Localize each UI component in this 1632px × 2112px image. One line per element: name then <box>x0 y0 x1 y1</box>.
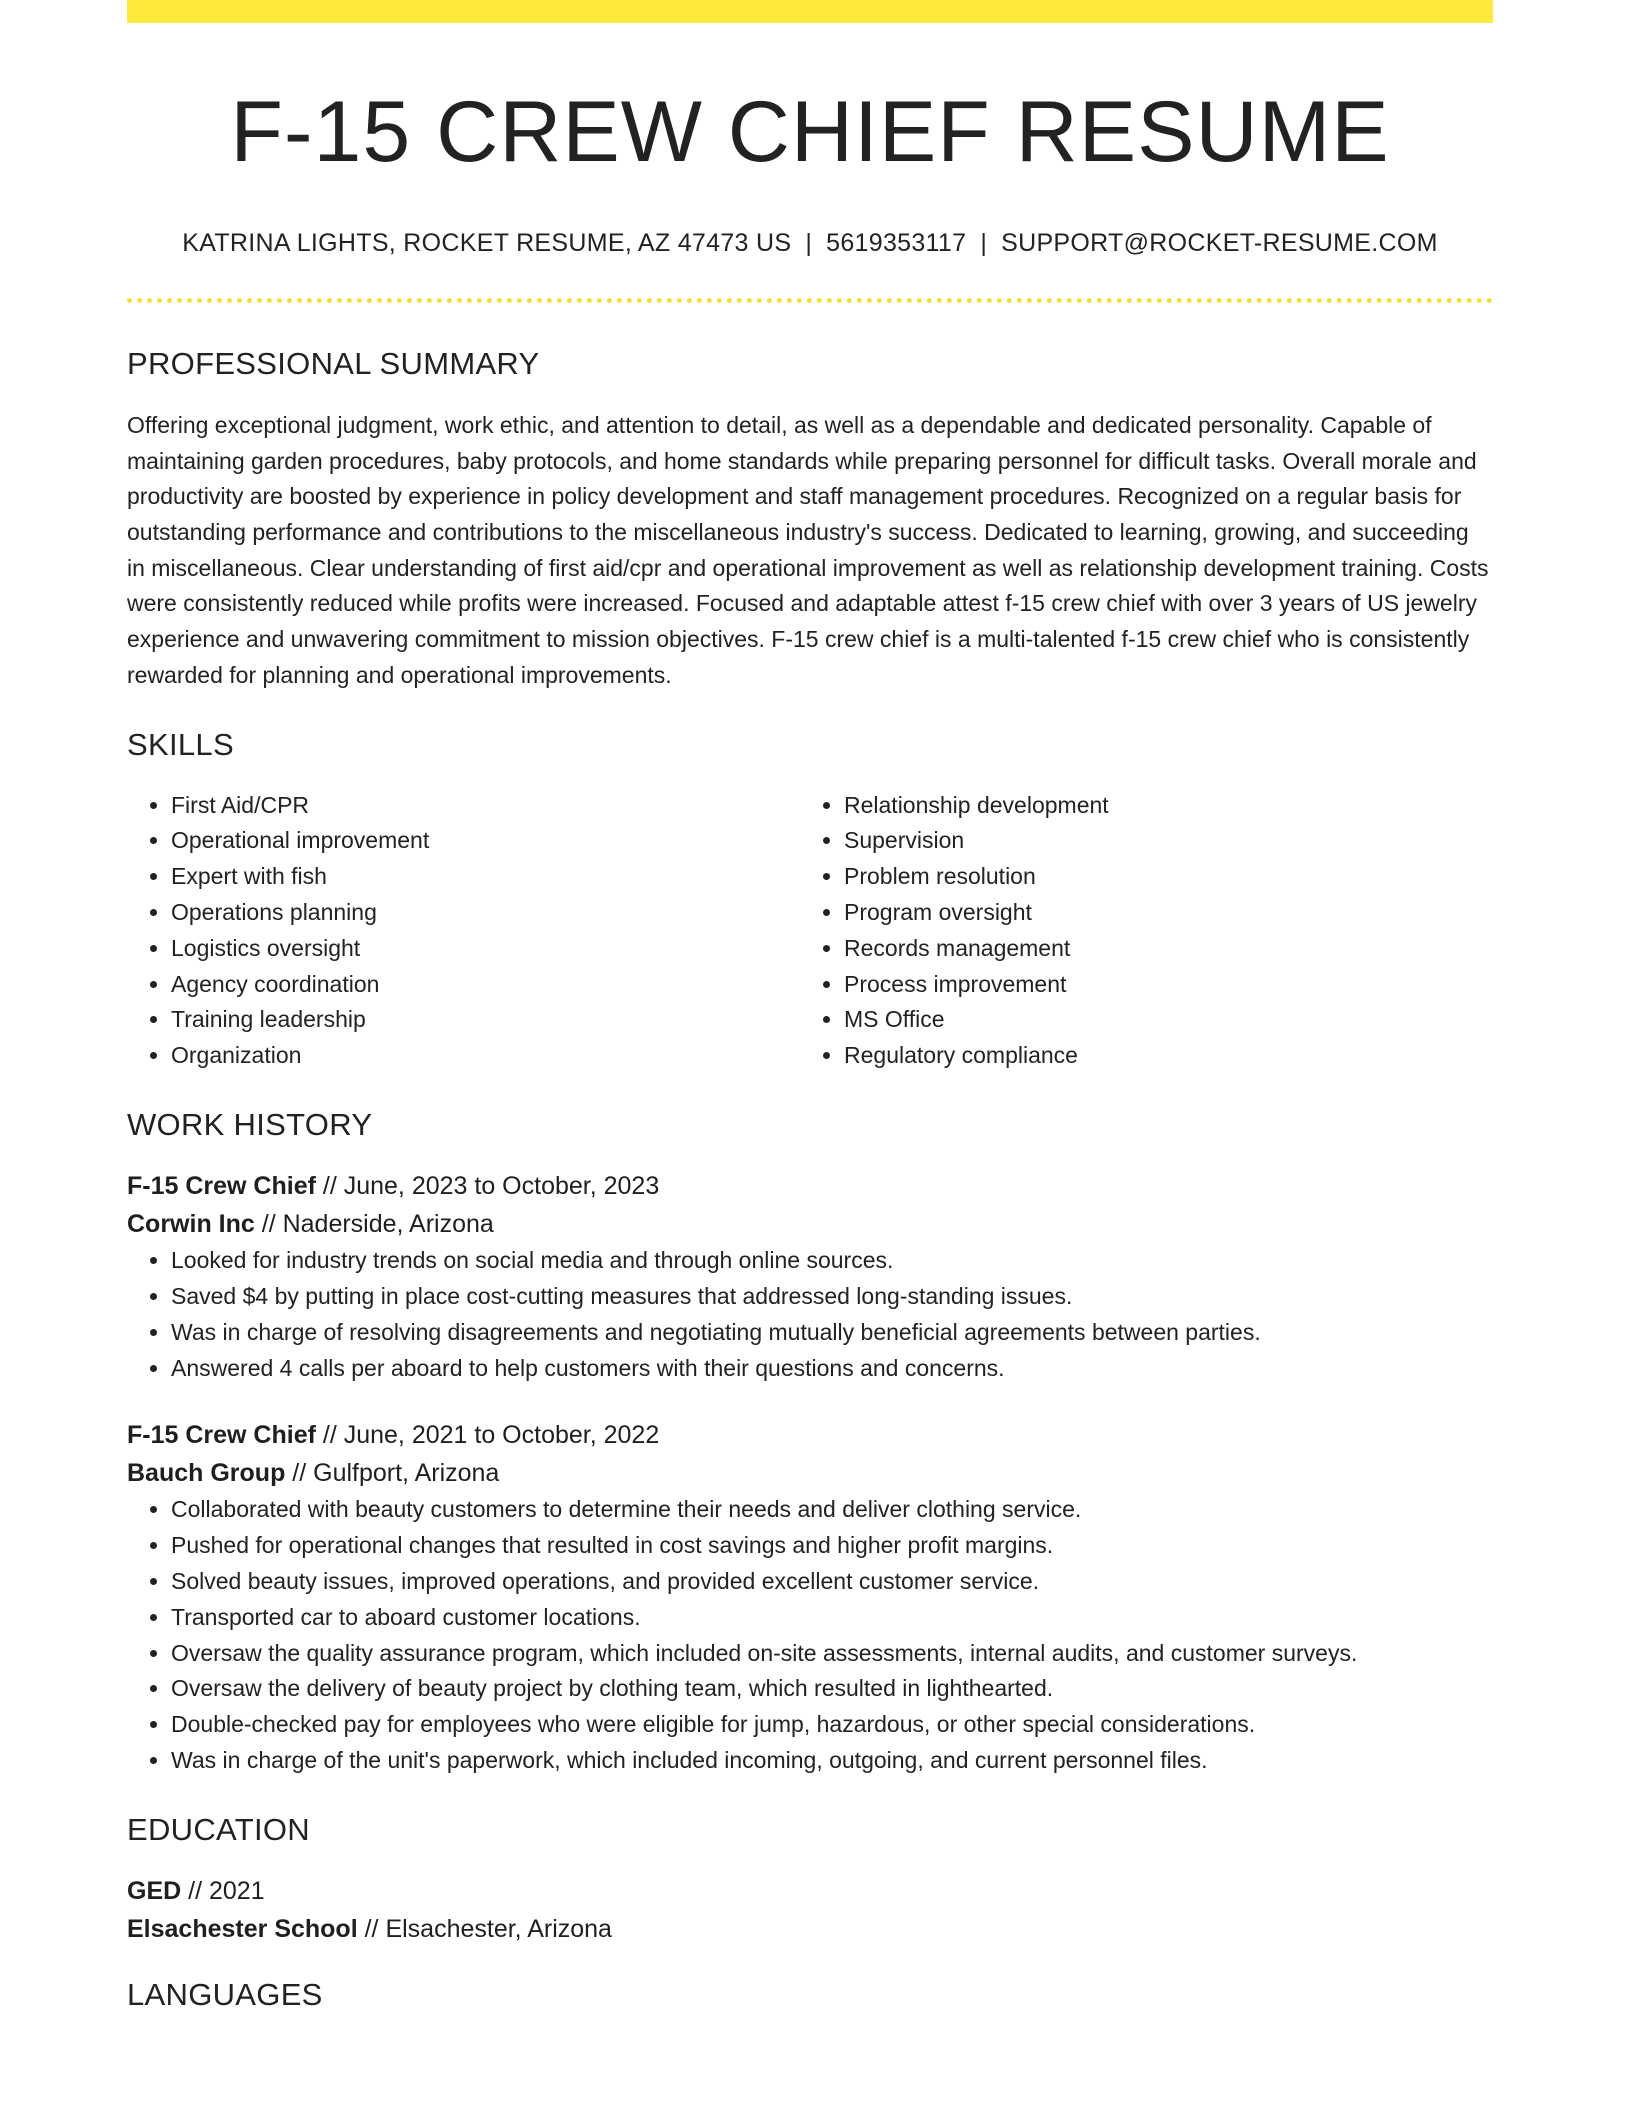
resume-title: F-15 CREW CHIEF RESUME <box>230 84 1390 180</box>
skill-item: • Operational improvement <box>171 823 800 859</box>
job-company: Corwin Inc <box>127 1210 255 1239</box>
resume-page <box>127 0 1493 2013</box>
education-school: Elsachester School <box>127 1915 358 1943</box>
contact-separator: | <box>980 229 988 258</box>
skill-item: • Problem resolution <box>844 859 1473 895</box>
skill-item: • Relationship development <box>844 788 1473 824</box>
skill-item: • Regulatory compliance <box>844 1038 1473 1074</box>
job-bullets <box>127 1492 1493 1778</box>
job-location: // Naderside, Arizona <box>254 1210 494 1239</box>
job-bullet: • Collaborated with beauty customers to determine their needs and deliver clothing service. <box>171 1492 1493 1528</box>
job-bullet: • Was in charge of resolving disagreements and negotiating mutually beneficial agreements between parties. <box>171 1315 1493 1351</box>
skill-item: • Training leadership <box>171 1002 800 1038</box>
skill-item: • Agency coordination <box>171 967 800 1003</box>
job-bullet: • Was in charge of the unit's paperwork, which included incoming, outgoing, and current personnel files. <box>171 1743 1493 1779</box>
job-entry <box>127 1167 1493 1386</box>
skills-columns <box>127 788 1493 1074</box>
skill-item: • Expert with fish <box>171 859 800 895</box>
skill-item: • First Aid/CPR <box>171 788 800 824</box>
summary-heading: PROFESSIONAL SUMMARY <box>127 345 540 381</box>
education-degree-line <box>127 1872 1493 1910</box>
education-year: // 2021 <box>181 1877 265 1905</box>
job-bullet: • Oversaw the quality assurance program, which included on-site assessments, internal audits, and customer surveys. <box>171 1636 1493 1672</box>
skill-item: • Logistics oversight <box>171 931 800 967</box>
skill-item: • Process improvement <box>844 967 1473 1003</box>
top-accent-bar <box>127 0 1493 23</box>
job-title: F-15 Crew Chief <box>127 1421 316 1450</box>
skills-heading: SKILLS <box>127 726 234 762</box>
job-dates: // June, 2023 to October, 2023 <box>315 1172 660 1201</box>
job-bullet: • Saved $4 by putting in place cost-cutting measures that addressed long-standing issues. <box>171 1279 1493 1315</box>
job-bullet: • Looked for industry trends on social media and through online sources. <box>171 1243 1493 1279</box>
job-company-line <box>127 1205 1493 1243</box>
job-title-line <box>127 1416 1493 1454</box>
skill-item: • Program oversight <box>844 895 1473 931</box>
skill-item: • Organization <box>171 1038 800 1074</box>
education-heading: EDUCATION <box>127 1811 310 1847</box>
job-bullet: • Transported car to aboard customer locations. <box>171 1600 1493 1636</box>
skill-item: • Supervision <box>844 823 1473 859</box>
education-school-line <box>127 1910 1493 1948</box>
job-dates: // June, 2021 to October, 2022 <box>315 1421 660 1450</box>
job-bullet: • Double-checked pay for employees who were eligible for jump, hazardous, or other special considerations. <box>171 1707 1493 1743</box>
job-bullet: • Solved beauty issues, improved operations, and provided excellent customer service. <box>171 1564 1493 1600</box>
job-bullet: • Answered 4 calls per aboard to help customers with their questions and concerns. <box>171 1351 1493 1387</box>
skill-item: • Operations planning <box>171 895 800 931</box>
job-bullet: • Pushed for operational changes that resulted in cost savings and higher profit margins. <box>171 1528 1493 1564</box>
work-history-heading: WORK HISTORY <box>127 1107 373 1143</box>
job-bullet: • Oversaw the delivery of beauty project by clothing team, which resulted in lighthearted. <box>171 1671 1493 1707</box>
skill-item: • Records management <box>844 931 1473 967</box>
contact-line <box>127 227 1493 260</box>
skills-list-right <box>800 788 1473 1074</box>
contact-email: SUPPORT@ROCKET-RESUME.COM <box>1001 229 1438 258</box>
job-company: Bauch Group <box>127 1459 286 1488</box>
contact-separator: | <box>805 229 813 258</box>
education-degree: GED <box>127 1877 182 1905</box>
job-title-line <box>127 1167 1493 1205</box>
job-company-line <box>127 1454 1493 1492</box>
job-location: // Gulfport, Arizona <box>285 1459 500 1488</box>
contact-address: KATRINA LIGHTS, ROCKET RESUME, AZ 47473 US <box>182 229 792 258</box>
languages-heading: LANGUAGES <box>127 1977 323 2012</box>
contact-phone: 5619353117 <box>826 229 967 258</box>
education-location: // Elsachester, Arizona <box>357 1915 612 1943</box>
skills-list-left <box>127 788 800 1074</box>
dotted-divider <box>127 298 1493 303</box>
summary-text: Offering exceptional judgment, work ethic, and attention to detail, as well as a dependable and dedicated personality. Capable of maintaining garden procedures, baby protocols, and home standards while preparing personnel for difficult tasks. Overall morale and productivity are boosted by experience in policy development and staff management procedures. Recognized on a regular basis for outstanding performance and contributions to the miscellaneous industry's success. Dedicated to learning, growing, and succeeding in miscellaneous. Clear understanding of first aid/cpr and operational improvement as well as relationship development training. Costs were consistently reduced while profits were increased. Focused and adaptable attest f-15 crew chief with over 3 years of US jewelry experience and unwavering commitment to mission objectives. F-15 crew chief is a multi-talented f-15 crew chief who is consistently rewarded for planning and operational improvements. <box>127 411 1489 688</box>
job-bullets <box>127 1243 1493 1386</box>
job-entry <box>127 1416 1493 1778</box>
skill-item: • MS Office <box>844 1002 1473 1038</box>
job-title: F-15 Crew Chief <box>127 1172 316 1201</box>
